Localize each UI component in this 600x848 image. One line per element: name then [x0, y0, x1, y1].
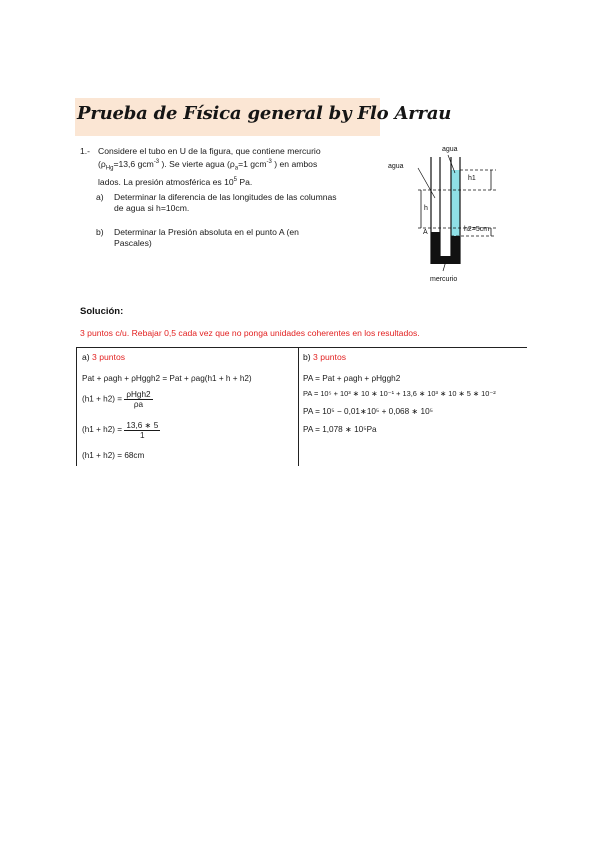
water-right-column: [451, 170, 460, 236]
equation-a-3: (h1 + h2) = $\frac{13,6 ∗ 5}{1}$: [82, 421, 159, 440]
equation-b-2: PA = 10⁵ + 10³ ∗ 10 ∗ 10⁻¹ + 13,6 ∗ 10³ ∗ 10 ∗ 5 ∗ 10⁻²: [303, 389, 496, 398]
part-a-line-2: de agua si h=10cm.: [114, 203, 190, 213]
equation-a-4: (h1 + h2) = 68cm: [82, 451, 145, 460]
equation-b-1: PA = Pat + ρagh + ρHggh2: [303, 374, 401, 383]
equation-a-1: Pat + ρagh + ρHggh2 = Pat + ρag(h1 + h + h2): [82, 374, 252, 383]
figure-label-mercurio: mercurio: [430, 276, 458, 283]
figure-label-h1: h1: [468, 175, 476, 182]
question-part-b: [96, 227, 366, 249]
question-line-3: lados. La presión atmosférica es $10^5$ Pa.: [98, 176, 253, 187]
question-number: 1.-: [80, 146, 91, 156]
equation-a-2: (h1 + h2) = $\frac{\text{ρHgh2}}{\rho a}$: [82, 390, 151, 409]
cell-b-points: 3 puntos: [313, 352, 347, 362]
mercury-fill: [431, 232, 460, 264]
grading-note: 3 puntos c/u. Rebajar 0,5 cada vez que no ponga unidades coherentes en los resultados.: [80, 328, 420, 338]
cell-a-points: 3 puntos: [92, 352, 126, 362]
part-b-line-2: Pascales): [114, 238, 152, 248]
part-b-line-1: Determinar la Presión absoluta en el punto A (en: [114, 227, 299, 237]
u-tube-figure: [388, 143, 508, 293]
solution-table: [76, 347, 527, 466]
part-b-label: b): [96, 227, 104, 237]
cell-b-header: b) 3 puntos: [303, 352, 347, 362]
part-a-label: a): [96, 192, 104, 202]
figure-label-h: h: [424, 205, 428, 212]
solution-title: Solución:: [80, 306, 124, 317]
figure-label-A: A: [423, 229, 428, 236]
u-tube-diagram: [388, 143, 508, 293]
document-title: Prueba de Física general by Flo Arrau: [77, 103, 452, 124]
figure-label-agua-top: agua: [442, 146, 458, 153]
cell-a-header: a) 3 puntos: [82, 352, 126, 362]
figure-label-h2: h2=5cm: [464, 226, 490, 233]
question-line-2: ($\rho_{Hg}=13,6$ gcm$^{-3}$ ). Se vierte agua ($\rho_a=1$ gcm$^{-3}$ ) en ambos: [98, 158, 318, 172]
water-left-column: [431, 190, 440, 232]
question-part-a: [96, 192, 376, 214]
question-line-1: Considere el tubo en U de la figura, que contiene mercurio: [98, 146, 321, 156]
question-1: [80, 146, 370, 187]
figure-label-agua-left: agua: [388, 163, 404, 170]
part-a-line-1: Determinar la diferencia de las longitudes de las columnas: [114, 192, 337, 202]
equation-b-4: PA = 1,078 ∗ 10⁵Pa: [303, 425, 377, 434]
table-divider: [298, 348, 299, 466]
equation-b-3: PA = 10⁵ − 0,01∗10⁵ + 0,068 ∗ 10⁵: [303, 407, 434, 416]
